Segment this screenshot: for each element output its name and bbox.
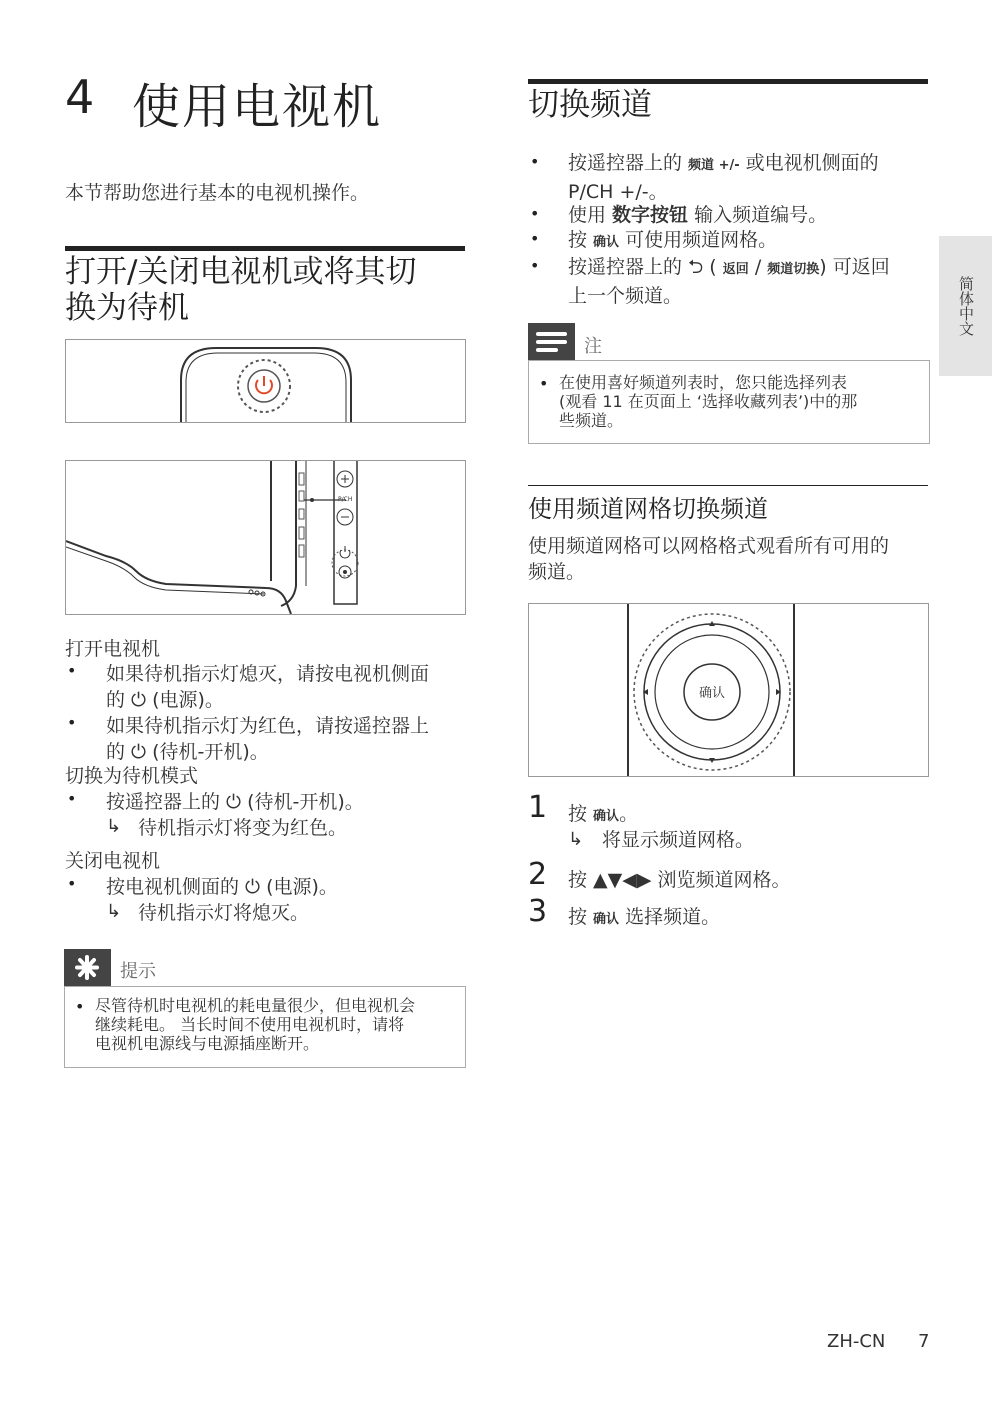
subsection-rule (528, 485, 928, 486)
grid-section-title: 使用频道网格切换频道 (528, 495, 768, 523)
note-line1: 在使用喜好频道列表时，您只能选择列表 (559, 373, 848, 392)
bullet: • (67, 789, 77, 808)
power-icon (256, 376, 272, 393)
tv-side-illustration (66, 461, 465, 614)
bullet: • (539, 374, 549, 393)
turn-off-result: 待机指示灯将熄灭。 (138, 902, 310, 924)
grid-desc-line1: 使用频道网格可以网格格式观看所有可用的 (528, 535, 890, 557)
navigation-pad-illustration (529, 604, 928, 776)
chapter-number: 4 (65, 70, 95, 124)
remote-navigation-figure (528, 603, 929, 777)
step-number: 1 (528, 790, 548, 825)
text: ) 可返回 (819, 256, 890, 278)
bullet: • (67, 713, 77, 732)
text: 按遥控器上的 (568, 152, 689, 174)
turn-on-bullet-1-line1: 如果待机指示灯熄灭，请按电视机侧面 (106, 663, 430, 685)
key-label: 确认 (593, 235, 620, 250)
bullet: • (75, 997, 85, 1016)
text: 按遥控器上的 ⮌ ( (568, 256, 723, 278)
chapter-title: 使用电视机 (132, 79, 383, 135)
step-number: 3 (528, 894, 548, 929)
bullet: • (67, 874, 77, 893)
key-label: 确认 (593, 809, 620, 824)
text: 按 (568, 229, 594, 251)
bullet: • (530, 229, 540, 248)
section-title: 切换频道 (528, 87, 652, 123)
grid-section-desc (528, 533, 889, 585)
text: 使用 (568, 204, 613, 226)
channel-bullet-4-line2: 上一个频道。 (568, 285, 683, 307)
text: / (748, 256, 768, 278)
turn-on-bullet-2 (106, 713, 429, 765)
section-title-line1: 打开/关闭电视机或将其切 (65, 254, 417, 290)
section-rule (65, 246, 465, 251)
section-rule (528, 79, 928, 84)
section-title-line2: 换为待机 (65, 290, 189, 326)
channel-bullet-1 (568, 150, 879, 205)
key-label: 频道切换 (767, 262, 820, 277)
bullet: • (530, 256, 540, 275)
step-3 (568, 904, 720, 933)
turn-on-bullet-2-line1: 如果待机指示灯为红色，请按遥控器上 (106, 715, 430, 737)
channel-bullet-1-line2: P/CH +/-。 (568, 181, 668, 203)
language-tab-label: 简体中文 (957, 276, 975, 336)
note-text (559, 373, 857, 430)
turn-off-bullet-1: 按电视机侧面的 ⏻ (电源)。 (106, 876, 338, 898)
text: 。 (619, 803, 639, 825)
result-arrow-icon: ↳ (106, 901, 122, 922)
chapter-intro: 本节帮助您进行基本的电视机操作。 (65, 182, 370, 204)
tip-text (95, 996, 415, 1053)
language-side-tab (939, 236, 992, 376)
text: 选择频道。 (619, 906, 721, 928)
bullet: • (67, 661, 77, 680)
text: 按 (568, 803, 594, 825)
tip-line2: 继续耗电。 当长时间不使用电视机时，请将 (95, 1015, 405, 1034)
result-arrow-icon: ↳ (106, 816, 122, 837)
grid-desc-line2: 频道。 (528, 561, 586, 583)
pch-label: P/CH (338, 496, 353, 503)
key-label: 确认 (593, 912, 620, 927)
turn-on-heading: 打开电视机 (65, 638, 161, 660)
standby-bullet-1: 按遥控器上的 ⏻ (待机-开机)。 (106, 791, 364, 813)
turn-on-bullet-2-line2: 的 ⏻ (待机-开机)。 (106, 741, 269, 763)
step-number: 2 (528, 857, 548, 892)
channel-bullet-3 (568, 227, 777, 256)
channel-bullet-4 (568, 254, 890, 309)
bullet: • (530, 152, 540, 171)
page-number: 7 (918, 1331, 930, 1352)
section-title (65, 254, 416, 326)
note-label: 注 (584, 336, 602, 357)
key-label: 数字按钮 (612, 204, 689, 226)
bullet: • (530, 204, 540, 223)
power-icon (340, 546, 350, 558)
text: 输入频道编号。 (688, 204, 828, 226)
note-box (528, 360, 930, 444)
step-1-result: 将显示频道网格。 (602, 829, 755, 851)
tip-line1: 尽管待机时电视机的耗电量很少，但电视机会 (95, 996, 416, 1015)
step-1 (568, 801, 638, 830)
tip-icon (64, 949, 111, 986)
turn-on-bullet-1 (106, 661, 429, 713)
tip-box (64, 986, 466, 1068)
tip-label: 提示 (120, 961, 156, 982)
tip-line3: 电视机电源线与电源插座断开。 (95, 1034, 320, 1053)
channel-bullet-2 (568, 202, 827, 228)
text: 按 (568, 906, 594, 928)
turn-on-bullet-1-line2: 的 ⏻ (电源)。 (106, 689, 224, 711)
tv-side-figure (65, 460, 466, 615)
standby-heading: 切换为待机模式 (65, 765, 199, 787)
text: 可使用频道网格。 (619, 229, 778, 251)
remote-power-figure (65, 339, 466, 423)
text: 或电视机侧面的 (739, 152, 879, 174)
note-icon (528, 323, 575, 360)
note-line3: 些频道。 (559, 411, 624, 430)
turn-off-heading: 关闭电视机 (65, 850, 161, 872)
step-2: 按 ▲▼◀▶ 浏览频道网格。 (568, 869, 791, 891)
standby-result: 待机指示灯将变为红色。 (138, 817, 348, 839)
key-label: 返回 (722, 262, 749, 277)
result-arrow-icon: ↳ (568, 829, 584, 850)
footer-lang: ZH-CN (827, 1331, 886, 1352)
note-line2: (观看 11 在页面上 ‘选择收藏列表’)中的那 (559, 392, 858, 411)
ok-label: 确认 (698, 686, 726, 701)
remote-illustration (66, 340, 465, 422)
key-label: 频道 +/- (688, 158, 740, 173)
